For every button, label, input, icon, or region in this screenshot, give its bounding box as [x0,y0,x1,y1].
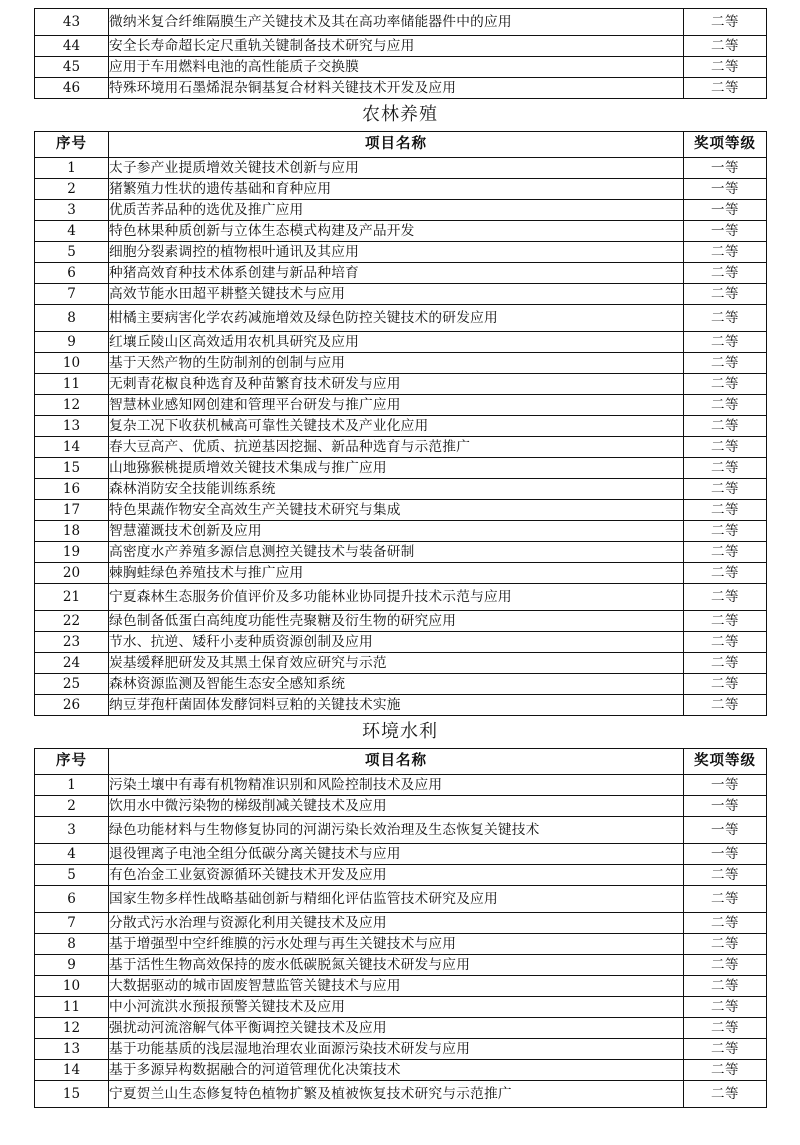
table-row [35,437,767,458]
award-level: 二等 [684,263,767,284]
project-name: 分散式污水治理与资源化利用关键技术及应用 [109,913,684,934]
table-row [35,695,767,716]
award-table-agriculture-forestry-breeding [34,131,767,716]
table-row [35,305,767,332]
award-level: 二等 [684,997,767,1018]
award-level: 一等 [684,775,767,796]
table-row [35,542,767,563]
row-number: 4 [35,221,109,242]
row-number: 9 [35,332,109,353]
award-level: 二等 [684,611,767,632]
project-name: 节水、抗逆、矮秆小麦种质资源创制及应用 [109,632,684,653]
award-level: 二等 [684,57,767,78]
project-name: 春大豆高产、优质、抗逆基因挖掘、新品种选育与示范推广 [109,437,684,458]
row-number: 5 [35,865,109,886]
column-header-no: 序号 [35,132,109,158]
table-row [35,416,767,437]
table-row [35,653,767,674]
section-title-environment-water-conservancy: 环境水利 [362,721,438,742]
award-level: 二等 [684,416,767,437]
table-row [35,395,767,416]
table-row [35,36,767,57]
row-number: 43 [35,9,109,36]
project-name: 优质苦荞品种的选优及推广应用 [109,200,684,221]
row-number: 13 [35,416,109,437]
award-level: 一等 [684,796,767,817]
table-row [35,886,767,913]
table-row [35,976,767,997]
column-header-award: 奖项等级 [684,132,767,158]
table-row [35,374,767,395]
project-name: 宁夏森林生态服务价值评价及多功能林业协同提升技术示范与应用 [109,584,684,611]
table-row [35,1081,767,1108]
table-row [35,1060,767,1081]
row-number: 7 [35,284,109,305]
project-name: 基于功能基质的浅层湿地治理农业面源污染技术研发与应用 [109,1039,684,1060]
row-number: 1 [35,158,109,179]
project-name: 退役锂离子电池全组分低碳分离关键技术与应用 [109,844,684,865]
project-name: 特色果蔬作物安全高效生产关键技术研究与集成 [109,500,684,521]
project-name: 绿色功能材料与生物修复协同的河湖污染长效治理及生态恢复关键技术 [109,817,684,844]
row-number: 15 [35,1081,109,1108]
table-row [35,9,767,36]
row-number: 17 [35,500,109,521]
table-row [35,1039,767,1060]
award-level: 二等 [684,284,767,305]
row-number: 2 [35,179,109,200]
award-level: 二等 [684,886,767,913]
project-name: 高密度水产养殖多源信息测控关键技术与装备研制 [109,542,684,563]
project-name: 安全长寿命超长定尺重轨关键制备技术研究与应用 [109,36,684,57]
table-row [35,263,767,284]
project-name: 有色冶金工业氨资源循环关键技术开发及应用 [109,865,684,886]
row-number: 11 [35,374,109,395]
award-level: 二等 [684,653,767,674]
row-number: 4 [35,844,109,865]
award-level: 一等 [684,221,767,242]
table-row [35,78,767,99]
project-name: 森林消防安全技能训练系统 [109,479,684,500]
table-row [35,796,767,817]
row-number: 22 [35,611,109,632]
project-name: 绿色制备低蛋白高纯度功能性壳聚糖及衍生物的研究应用 [109,611,684,632]
project-name: 特殊环境用石墨烯混杂铜基复合材料关键技术开发及应用 [109,78,684,99]
table-row [35,332,767,353]
row-number: 19 [35,542,109,563]
row-number: 9 [35,955,109,976]
award-level: 二等 [684,695,767,716]
project-name: 宁夏贺兰山生态修复特色植物扩繁及植被恢复技术研究与示范推广 [109,1081,684,1108]
award-level: 二等 [684,353,767,374]
project-name: 强扰动河流溶解气体平衡调控关键技术及应用 [109,1018,684,1039]
section-title-agriculture-forestry-breeding: 农林养殖 [362,104,438,125]
row-number: 24 [35,653,109,674]
row-number: 7 [35,913,109,934]
award-level: 二等 [684,332,767,353]
table-row [35,353,767,374]
table-row [35,997,767,1018]
project-name: 污染土壤中有毒有机物精准识别和风险控制技术及应用 [109,775,684,796]
award-level: 二等 [684,955,767,976]
project-name: 棘胸蛙绿色养殖技术与推广应用 [109,563,684,584]
award-level: 二等 [684,305,767,332]
row-number: 13 [35,1039,109,1060]
row-number: 44 [35,36,109,57]
award-level: 二等 [684,1081,767,1108]
award-level: 二等 [684,1060,767,1081]
table-row [35,242,767,263]
row-number: 1 [35,775,109,796]
row-number: 12 [35,1018,109,1039]
column-header-name: 项目名称 [109,132,684,158]
project-name: 种猪高效育种技术体系创建与新品种培育 [109,263,684,284]
award-level: 二等 [684,479,767,500]
project-name: 森林资源监测及智能生态安全感知系统 [109,674,684,695]
project-name: 饮用水中微污染物的梯级削减关键技术及应用 [109,796,684,817]
row-number: 8 [35,305,109,332]
table-row [35,775,767,796]
row-number: 16 [35,479,109,500]
project-name: 应用于车用燃料电池的高性能质子交换膜 [109,57,684,78]
award-level: 二等 [684,865,767,886]
row-number: 23 [35,632,109,653]
table-row [35,158,767,179]
table-row [35,611,767,632]
row-number: 8 [35,934,109,955]
award-table-environment-water-conservancy [34,748,767,1108]
award-level: 二等 [684,500,767,521]
table-row [35,632,767,653]
award-table-continued-table [34,8,767,99]
award-level: 二等 [684,521,767,542]
table-row [35,500,767,521]
table-row [35,865,767,886]
award-level: 二等 [684,542,767,563]
award-level: 二等 [684,1018,767,1039]
award-level: 二等 [684,563,767,584]
award-level: 二等 [684,36,767,57]
project-name: 高效节能水田超平耕整关键技术与应用 [109,284,684,305]
table-row [35,674,767,695]
table-header-row [35,132,767,158]
table-row [35,179,767,200]
project-name: 纳豆芽孢杆菌固体发酵饲料豆粕的关键技术实施 [109,695,684,716]
project-name: 细胞分裂素调控的植物根叶通讯及其应用 [109,242,684,263]
project-name: 智慧灌溉技术创新及应用 [109,521,684,542]
project-name: 猪繁殖力性状的遗传基础和育种应用 [109,179,684,200]
row-number: 6 [35,263,109,284]
row-number: 21 [35,584,109,611]
row-number: 6 [35,886,109,913]
award-level: 二等 [684,458,767,479]
table-row [35,57,767,78]
table-header-row [35,749,767,775]
award-level: 二等 [684,374,767,395]
project-name: 国家生物多样性战略基础创新与精细化评估监管技术研究及应用 [109,886,684,913]
row-number: 45 [35,57,109,78]
project-name: 复杂工况下收获机械高可靠性关键技术及产业化应用 [109,416,684,437]
row-number: 10 [35,976,109,997]
row-number: 11 [35,997,109,1018]
table-row [35,934,767,955]
award-level: 二等 [684,242,767,263]
row-number: 2 [35,796,109,817]
project-name: 柑橘主要病害化学农药减施增效及绿色防控关键技术的研发应用 [109,305,684,332]
project-name: 山地猕猴桃提质增效关键技术集成与推广应用 [109,458,684,479]
project-name: 炭基缓释肥研发及其黑土保育效应研究与示范 [109,653,684,674]
column-header-name: 项目名称 [109,749,684,775]
table-row [35,479,767,500]
project-name: 基于天然产物的生防制剂的创制与应用 [109,353,684,374]
project-name: 太子参产业提质增效关键技术创新与应用 [109,158,684,179]
project-name: 大数据驱动的城市固废智慧监管关键技术与应用 [109,976,684,997]
project-name: 微纳米复合纤维隔膜生产关键技术及其在高功率储能器件中的应用 [109,9,684,36]
award-level: 二等 [684,632,767,653]
project-name: 红壤丘陵山区高效适用农机具研究及应用 [109,332,684,353]
table-row [35,913,767,934]
award-level: 一等 [684,817,767,844]
row-number: 18 [35,521,109,542]
table-row [35,458,767,479]
award-level: 一等 [684,200,767,221]
project-name: 智慧林业感知网创建和管理平台研发与推广应用 [109,395,684,416]
table-row [35,584,767,611]
award-level: 二等 [684,584,767,611]
row-number: 20 [35,563,109,584]
award-level: 一等 [684,158,767,179]
award-level: 二等 [684,1039,767,1060]
award-level: 一等 [684,179,767,200]
award-level: 二等 [684,674,767,695]
award-level: 二等 [684,976,767,997]
project-name: 基于增强型中空纤维膜的污水处理与再生关键技术与应用 [109,934,684,955]
column-header-no: 序号 [35,749,109,775]
row-number: 25 [35,674,109,695]
table-row [35,521,767,542]
row-number: 10 [35,353,109,374]
table-row [35,844,767,865]
table-row [35,1018,767,1039]
row-number: 15 [35,458,109,479]
row-number: 14 [35,1060,109,1081]
table-row [35,817,767,844]
tables-container [34,8,766,1108]
award-level: 二等 [684,78,767,99]
row-number: 3 [35,817,109,844]
project-name: 基于活性生物高效保持的废水低碳脱氮关键技术研发与应用 [109,955,684,976]
table-row [35,221,767,242]
row-number: 5 [35,242,109,263]
row-number: 12 [35,395,109,416]
project-name: 特色林果种质创新与立体生态模式构建及产品开发 [109,221,684,242]
column-header-award: 奖项等级 [684,749,767,775]
award-level: 二等 [684,395,767,416]
award-level: 二等 [684,437,767,458]
project-name: 无刺青花椒良种选育及种苗繁育技术研发与应用 [109,374,684,395]
row-number: 3 [35,200,109,221]
project-name: 中小河流洪水预报预警关键技术及应用 [109,997,684,1018]
row-number: 26 [35,695,109,716]
row-number: 14 [35,437,109,458]
award-level: 一等 [684,844,767,865]
table-row [35,563,767,584]
row-number: 46 [35,78,109,99]
table-row [35,284,767,305]
table-row [35,200,767,221]
table-row [35,955,767,976]
award-level: 二等 [684,9,767,36]
award-level: 二等 [684,934,767,955]
project-name: 基于多源异构数据融合的河道管理优化决策技术 [109,1060,684,1081]
award-level: 二等 [684,913,767,934]
